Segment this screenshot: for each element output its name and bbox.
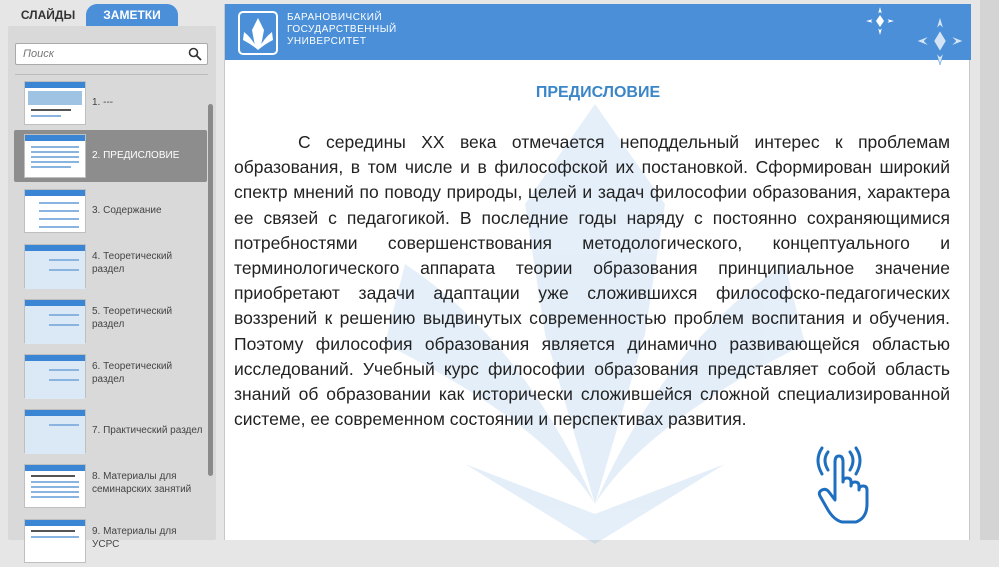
- slide-thumbnail: [24, 189, 86, 233]
- touch-hand-icon[interactable]: [810, 444, 872, 524]
- slide-item-6[interactable]: [14, 350, 207, 402]
- slide-item-label: 4. Теоретический раздел: [92, 251, 173, 275]
- divider: [15, 74, 208, 75]
- slide-item-label: 2. ПРЕДИСЛОВИЕ: [92, 150, 180, 161]
- search-icon[interactable]: [188, 47, 202, 61]
- slides-panel: [0, 0, 216, 550]
- slide-item-5[interactable]: [14, 295, 207, 347]
- slide-thumbnail: [24, 464, 86, 508]
- slide-thumbnail: [24, 244, 86, 288]
- slide-thumbnail: [24, 409, 86, 453]
- search-input[interactable]: [16, 44, 186, 64]
- snowflake-ornament-icon: [865, 6, 895, 36]
- slide-item-label: 1. ---: [92, 97, 114, 108]
- slide-canvas: [224, 4, 970, 540]
- slide-item-label: 6. Теоретический раздел: [92, 361, 173, 385]
- slide-title: ПРЕДИСЛОВИЕ: [535, 84, 661, 101]
- university-name: БАРАНОВИЧСКИЙ ГОСУДАРСТВЕННЫЙ УНИВЕРСИТЕТ: [287, 12, 397, 47]
- slide-item-label: 9. Материалы для УСРС: [92, 526, 177, 550]
- slide-item-label: 7. Практический раздел: [92, 425, 203, 436]
- tab-slides[interactable]: СЛАЙДЫ: [20, 8, 76, 22]
- slide-item-4[interactable]: [14, 240, 207, 292]
- slide-thumbnail: [24, 134, 86, 178]
- search-box[interactable]: [15, 43, 208, 65]
- slide-list: [8, 77, 208, 550]
- right-panel: [980, 0, 999, 540]
- slide-list-scrollbar[interactable]: [208, 104, 213, 476]
- slide-thumbnail: [24, 354, 86, 398]
- slide-header: [225, 4, 971, 60]
- slide-item-3[interactable]: [14, 185, 207, 237]
- university-logo: [237, 10, 279, 56]
- slide-thumbnail: [24, 81, 86, 125]
- slide-thumbnail: [24, 299, 86, 343]
- panel-body: [8, 26, 216, 550]
- snowflake-ornament-icon: [915, 16, 965, 66]
- slide-body-text: С середины XX века отмечается неподдельный интерес к проблемам образования, в том числе и в философской их постановкой. Сформирован широкий спектр мнений по поводу природы, целей и задач философии образования, характера ее связей с педагогикой. В последние годы наряду с постоянно сохраняющимися потребностями совершенствования методологического, концептуального и терминологического аппарата теории образования принципиальное значение приобретают задачи адаптации уже сложившихся философско-педагогических воззрений к решению выдвинутых современностью проблем воспитания и обучения. Поэтому философия образования является динамично развивающейся областью исследований. Учебный курс философии образования представляет собой область знаний об образовании как исторически сложившейся сложной специализированной системе, ее современном состоянии и перспективах развития.: [234, 132, 950, 430]
- slide-item-label: 5. Теоретический раздел: [92, 306, 173, 330]
- slide-item-label: 8. Материалы для семинарских занятий: [92, 471, 192, 495]
- slide-item-label: 3. Содержание: [92, 205, 162, 216]
- slide-item-9[interactable]: [14, 515, 207, 567]
- slide-item-7[interactable]: [14, 405, 207, 457]
- tab-notes[interactable]: ЗАМЕТКИ: [86, 4, 178, 26]
- slide-thumbnail: [24, 519, 86, 563]
- slide-item-2[interactable]: [14, 130, 207, 182]
- slide-item-8[interactable]: [14, 460, 207, 512]
- slide-item-1[interactable]: [14, 77, 207, 129]
